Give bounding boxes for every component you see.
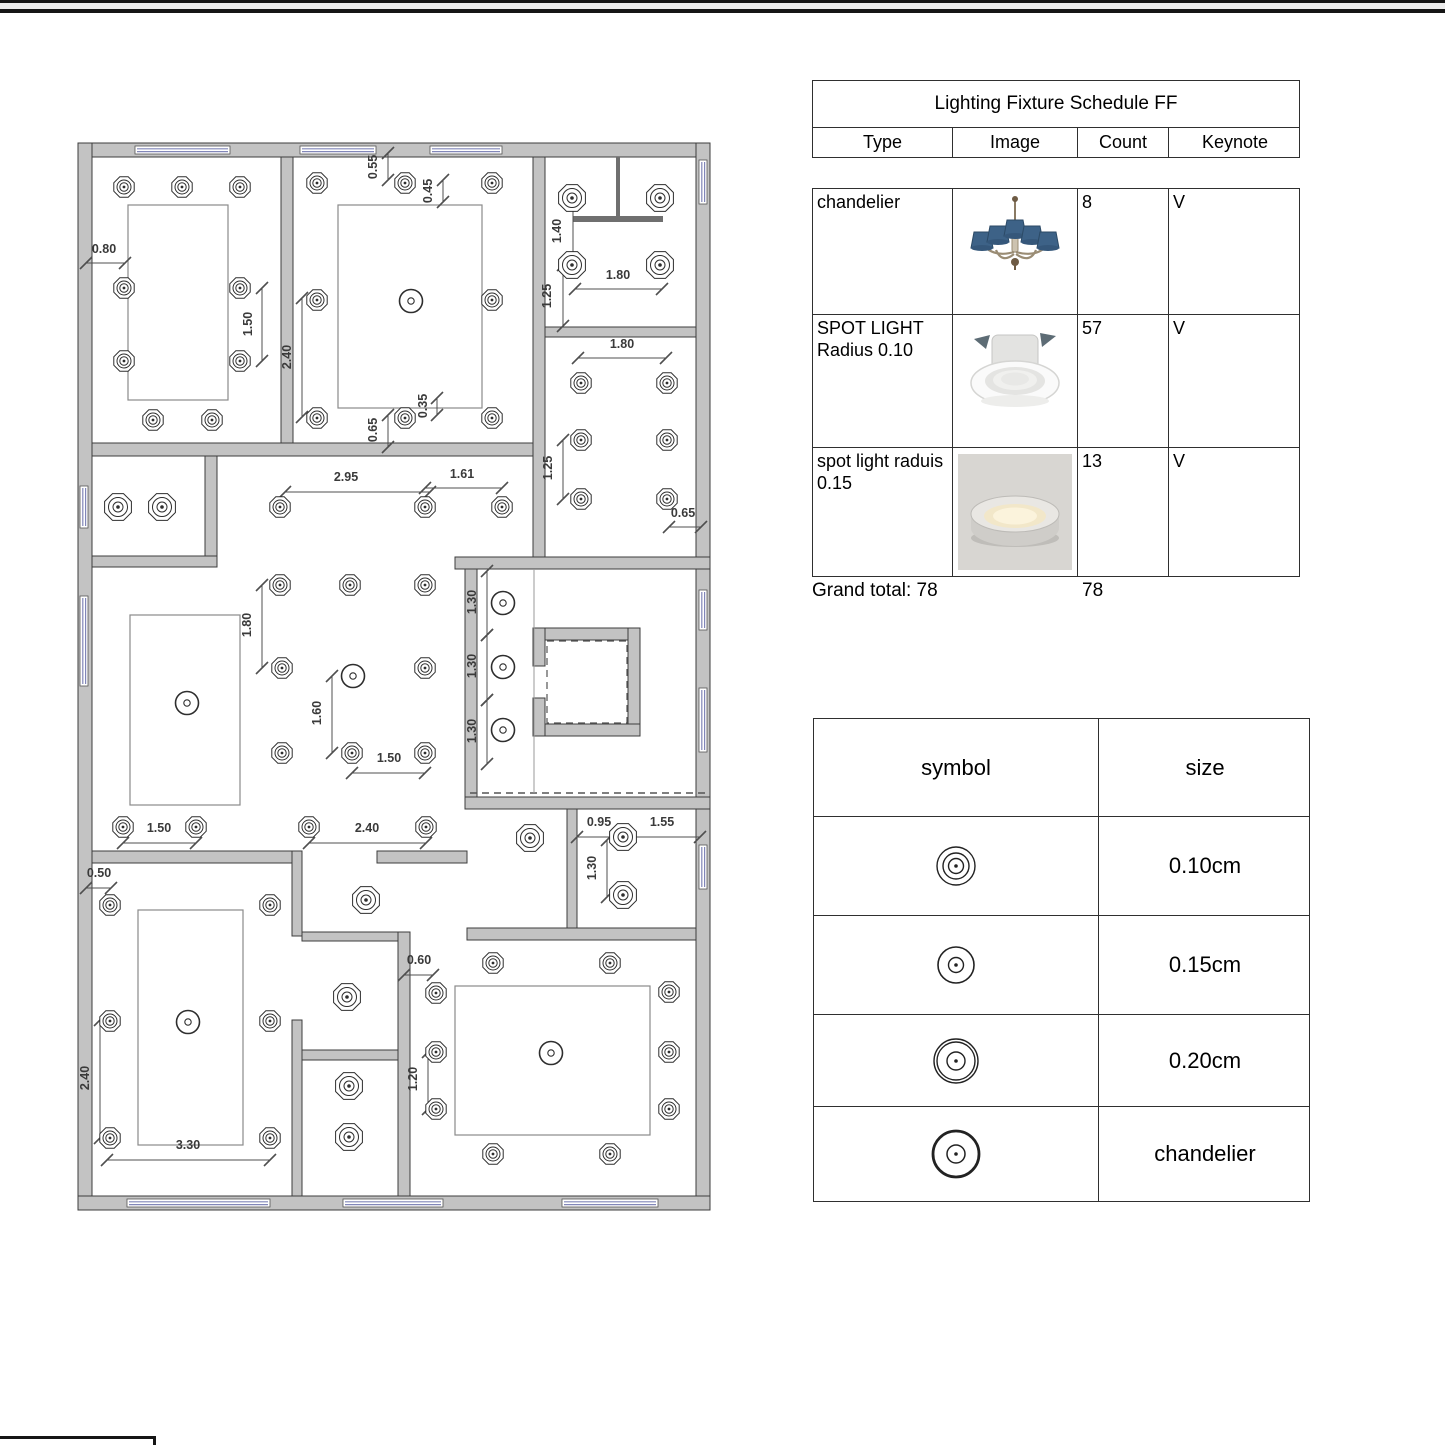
wall-segment — [455, 557, 710, 569]
dimension-label: 0.35 — [416, 393, 430, 419]
fixture-image-cell — [953, 448, 1078, 576]
spot-center-dot — [351, 752, 354, 755]
spot-light-0.10-symbol — [482, 290, 502, 310]
legend-row-2 — [814, 916, 1309, 1015]
window — [699, 590, 707, 630]
chandelier-symbol — [342, 665, 365, 688]
wall-segment — [467, 928, 696, 940]
sheet-frame-top-line — [0, 0, 1445, 3]
chandelier-symbol — [400, 290, 423, 313]
spot-center-dot — [308, 826, 311, 829]
spot-center-dot — [658, 263, 662, 267]
spot-light-0.10-symbol — [340, 575, 360, 595]
spot-center-dot — [580, 498, 583, 501]
spot-light-0.10-symbol — [113, 817, 133, 837]
spot-center-dot — [580, 439, 583, 442]
spot-light-0.10-symbol — [659, 1099, 679, 1119]
spot-light-0.10-symbol — [100, 1011, 120, 1031]
spot-center-dot — [122, 826, 125, 829]
dimension-label: 1.61 — [449, 467, 475, 481]
window — [343, 1199, 443, 1207]
spot-0.20-symbol — [926, 1031, 986, 1091]
wall-segment — [567, 809, 577, 930]
dimension-label: 1.50 — [376, 751, 402, 765]
spot-center-dot — [281, 667, 284, 670]
spot-light-0.10-symbol — [100, 1128, 120, 1148]
spot-light-0.15-symbol — [353, 887, 380, 914]
dimension — [101, 1138, 276, 1166]
dimension-label: 1.50 — [241, 311, 255, 337]
chandelier-symbol — [926, 1124, 986, 1184]
spot-light-0.15-symbol — [105, 494, 132, 521]
spot-light-0.10-symbol — [657, 373, 677, 393]
spot-center-dot — [211, 419, 214, 422]
spot-center-dot — [668, 1108, 671, 1111]
wall-segment — [628, 628, 640, 736]
spot-center-dot — [424, 506, 427, 509]
wall-segment — [205, 456, 217, 566]
wall-segment — [465, 797, 710, 809]
spot-light-0.15-symbol — [559, 185, 586, 212]
spot-light-0.10-symbol — [600, 953, 620, 973]
spot-center-dot — [123, 360, 126, 363]
chandelier-inner-circle — [408, 298, 414, 304]
spot-light-0.10-symbol — [114, 351, 134, 371]
wall-segment — [92, 443, 533, 456]
spot-center-dot — [123, 287, 126, 290]
legend-size-cell: 0.20cm — [1168, 1047, 1242, 1073]
spot-center-dot — [570, 263, 574, 267]
chandelier-inner-circle — [184, 700, 190, 706]
window — [562, 1199, 658, 1207]
spot-center-dot — [239, 186, 242, 189]
schedule-column-header-keynote: Keynote — [1201, 132, 1269, 152]
grand-total-count: 78 — [1082, 580, 1104, 601]
spot-light-0.15-symbol — [559, 252, 586, 279]
dimension — [416, 392, 443, 421]
legend-symbol-cell — [814, 916, 1099, 1014]
spot-0.15-symbol — [926, 935, 986, 995]
spot-light-0.10-symbol — [272, 658, 292, 678]
chandelier-symbol — [176, 692, 199, 715]
spot-light-0.10-symbol — [600, 1144, 620, 1164]
chandelier-symbol — [492, 592, 515, 615]
spot-center-dot — [195, 826, 198, 829]
spot-center-dot — [404, 182, 407, 185]
spot-center-dot — [269, 1137, 272, 1140]
spot-center-dot — [109, 1137, 112, 1140]
dimension-label: 1.20 — [406, 1066, 420, 1092]
dimension-label: 1.60 — [310, 700, 324, 726]
spot-light-0.10-symbol — [416, 817, 436, 837]
spot-light-0.10-symbol — [342, 743, 362, 763]
chandelier-symbol — [492, 719, 515, 742]
schedule-title: Lighting Fixture Schedule FF — [812, 80, 1300, 128]
schedule-grand-total — [812, 580, 1300, 602]
spot-center-dot — [424, 667, 427, 670]
spot-light-0.10-symbol — [415, 743, 435, 763]
spot-light-0.10-symbol — [657, 430, 677, 450]
spot-light-0.10-symbol — [426, 983, 446, 1003]
dimension — [279, 470, 436, 498]
spot-center-dot — [609, 962, 612, 965]
spot-center-dot — [491, 299, 494, 302]
dashed-shaft-outline — [547, 641, 627, 723]
fixture-image-cell — [953, 315, 1078, 447]
spot-center-dot — [491, 182, 494, 185]
dimension-label: 0.45 — [421, 178, 435, 204]
spot-light-0.15-symbol — [647, 252, 674, 279]
dimension — [585, 834, 613, 903]
spot-light-0.15-symbol — [334, 984, 361, 1011]
spot-light-0.10-symbol — [426, 1042, 446, 1062]
wall-segment — [302, 1050, 398, 1060]
walls-layer — [78, 143, 710, 1210]
spot-light-0.10-symbol — [230, 351, 250, 371]
spot-center-dot — [316, 417, 319, 420]
schedule-column-header-count: Count — [1078, 128, 1169, 157]
sheet-frame-top-line2 — [0, 9, 1445, 13]
fixture-type-cell: SPOT LIGHT Radius 0.10 — [813, 315, 953, 447]
dimension-label: 2.40 — [78, 1065, 92, 1091]
wall-segment — [533, 698, 545, 736]
window — [80, 596, 88, 686]
window — [80, 486, 88, 528]
spot-center-dot — [435, 992, 438, 995]
spot-light-0.10-symbol — [571, 430, 591, 450]
spot-center-dot — [658, 196, 662, 200]
spot-center-dot — [109, 1020, 112, 1023]
chandelier-inner-circle — [350, 673, 356, 679]
spot-light-0.10-symbol — [395, 408, 415, 428]
symbol-legend-table — [813, 718, 1310, 1202]
spot-light-0.10-symbol — [307, 290, 327, 310]
spot-light-0.10-symbol — [415, 497, 435, 517]
spot-center-dot — [347, 1084, 351, 1088]
wall-segment — [302, 932, 398, 941]
spot-light-0.10-symbol — [143, 410, 163, 430]
schedule-row-2 — [813, 315, 1299, 448]
spot-center-dot — [666, 498, 669, 501]
spot-light-0.10-symbol — [260, 1011, 280, 1031]
dimension-label: 1.30 — [465, 653, 479, 679]
chandelier-inner-circle — [500, 664, 506, 670]
dimension-label: 0.60 — [406, 953, 432, 967]
schedule-row-1 — [813, 189, 1299, 315]
dimension-label: 0.65 — [366, 417, 380, 443]
spot-light-0.10-symbol — [415, 575, 435, 595]
spot-light-0.10-symbol — [114, 177, 134, 197]
legend-row-4 — [814, 1107, 1309, 1201]
wall-segment — [696, 143, 710, 1210]
window — [699, 845, 707, 889]
spot-light-0.10-symbol — [272, 743, 292, 763]
spot-center-dot — [316, 299, 319, 302]
spot-light-0.10-symbol — [571, 489, 591, 509]
schedule-header-row — [812, 128, 1300, 158]
spot-center-dot — [435, 1051, 438, 1054]
wall-segment — [533, 724, 640, 736]
spot-light-0.10-symbol — [482, 408, 502, 428]
fixture-image-cell — [953, 189, 1078, 314]
spot-light-0.10-symbol — [482, 173, 502, 193]
wall-segment — [545, 327, 696, 337]
legend-header-row — [814, 719, 1309, 817]
spot-light-0.10-symbol — [483, 1144, 503, 1164]
chandelier-photo — [956, 192, 1074, 312]
title-block-corner-line-v — [153, 1436, 156, 1445]
spot-light-0.10-symbol — [260, 895, 280, 915]
fixture-type-cell: chandelier — [813, 189, 953, 314]
thin-partition — [573, 216, 663, 222]
schedule-column-header-image: Image — [953, 128, 1078, 157]
window — [430, 146, 502, 154]
spot-light-0.15-symbol — [336, 1124, 363, 1151]
recessed-spot-photo — [956, 321, 1074, 441]
spot-center-dot — [279, 584, 282, 587]
spot-light-0.10-symbol — [172, 177, 192, 197]
wall-segment — [533, 628, 545, 666]
dimension — [572, 337, 672, 364]
dimension-label: 1.30 — [465, 718, 479, 744]
dimension-label: 1.80 — [605, 268, 631, 282]
spot-light-0.10-symbol — [415, 658, 435, 678]
window — [699, 688, 707, 752]
wall-segment — [292, 851, 302, 936]
legend-symbol-cell — [814, 1107, 1099, 1201]
chandelier-inner-circle — [500, 600, 506, 606]
fixture-count-cell: 8 — [1078, 189, 1169, 314]
sheet-frame-band — [0, 3, 1445, 9]
title-block-corner-line — [0, 1436, 156, 1439]
lights-layer — [100, 173, 679, 1164]
fixture-keynote-cell: V — [1173, 318, 1186, 338]
spot-light-0.10-symbol — [426, 1099, 446, 1119]
dimension-label: 1.80 — [609, 337, 635, 351]
legend-header-size: size — [1185, 754, 1225, 780]
spot-center-dot — [269, 1020, 272, 1023]
dimension-label: 0.55 — [366, 154, 380, 180]
spot-center-dot — [281, 752, 284, 755]
spot-center-dot — [666, 439, 669, 442]
schedule-row-3 — [813, 448, 1299, 576]
spot-center-dot — [316, 182, 319, 185]
spot-center-dot — [345, 995, 349, 999]
legend-row-3 — [814, 1015, 1309, 1107]
fixture-keynote-cell: V — [1173, 192, 1186, 212]
spot-light-0.10-symbol — [659, 982, 679, 1002]
chandelier-symbol — [540, 1042, 563, 1065]
fixture-type-cell: spot light raduis 0.15 — [813, 448, 953, 576]
window — [127, 1199, 270, 1207]
wall-segment — [281, 157, 293, 443]
grand-total-label: Grand total: 78 — [812, 580, 938, 601]
schedule-column-header-type: Type — [813, 128, 953, 157]
spot-light-0.10-symbol — [230, 278, 250, 298]
spot-light-0.10-symbol — [483, 953, 503, 973]
spot-center-dot — [666, 382, 669, 385]
fixture-keynote-cell: V — [1173, 451, 1186, 471]
legend-size-cell: chandelier — [1154, 1141, 1256, 1166]
spot-light-0.10-symbol — [100, 895, 120, 915]
spot-center-dot — [424, 752, 427, 755]
dimension-label: 0.80 — [91, 242, 117, 256]
spot-light-0.15-symbol — [336, 1073, 363, 1100]
spot-light-0.10-symbol — [202, 410, 222, 430]
spot-center-dot — [609, 1153, 612, 1156]
dimension-label: 1.55 — [649, 815, 675, 829]
chandelier-symbol — [492, 656, 515, 679]
spot-center-dot — [425, 826, 428, 829]
spot-center-dot — [404, 417, 407, 420]
spot-light-0.15-symbol — [647, 185, 674, 212]
spot-center-dot — [123, 186, 126, 189]
spot-light-0.10-symbol — [270, 575, 290, 595]
legend-symbol-cell — [814, 817, 1099, 915]
dimension-label: 0.65 — [670, 506, 696, 520]
dimension-label: 0.95 — [586, 815, 612, 829]
dimension-label: 1.40 — [550, 218, 564, 244]
lighting-fixture-schedule — [812, 80, 1300, 601]
fixture-count-cell: 13 — [1078, 448, 1169, 576]
wall-segment — [92, 556, 217, 567]
chandelier-inner-circle — [185, 1019, 191, 1025]
dimension — [421, 174, 449, 208]
window — [699, 160, 707, 204]
spot-center-dot — [269, 904, 272, 907]
dimensions-layer — [78, 147, 707, 1166]
spot-center-dot — [181, 186, 184, 189]
spot-center-dot — [668, 991, 671, 994]
spot-center-dot — [621, 893, 625, 897]
spot-center-dot — [364, 898, 368, 902]
spot-center-dot — [349, 584, 352, 587]
spot-light-0.10-symbol — [395, 173, 415, 193]
wall-segment — [533, 157, 545, 558]
spot-light-0.10-symbol — [270, 497, 290, 517]
ceiling-recess — [128, 205, 228, 400]
window — [135, 146, 230, 154]
dimension — [310, 670, 338, 759]
spot-center-dot — [621, 835, 625, 839]
spot-center-dot — [239, 360, 242, 363]
spot-center-dot — [492, 1153, 495, 1156]
spot-center-dot — [435, 1108, 438, 1111]
dimension-label: 2.40 — [280, 344, 294, 370]
spot-light-0.15-symbol — [517, 825, 544, 852]
dimension-label: 3.30 — [175, 1138, 201, 1152]
spot-center-dot — [501, 506, 504, 509]
wall-segment — [377, 851, 467, 863]
spot-light-0.10-symbol — [307, 173, 327, 193]
surface-spot-photo — [956, 452, 1074, 572]
wall-segment — [533, 628, 640, 640]
dimension-label: 1.25 — [541, 455, 555, 481]
spot-center-dot — [570, 196, 574, 200]
spot-light-0.10-symbol — [659, 1042, 679, 1062]
spot-light-0.10-symbol — [114, 278, 134, 298]
spot-light-0.10-symbol — [492, 497, 512, 517]
spot-center-dot — [116, 505, 120, 509]
spot-light-0.10-symbol — [299, 817, 319, 837]
spot-light-0.10-symbol — [260, 1128, 280, 1148]
legend-symbol-cell — [814, 1015, 1099, 1106]
dimension-label: 1.30 — [465, 589, 479, 615]
dimension — [303, 821, 432, 849]
spot-center-dot — [528, 836, 532, 840]
dimension-label: 1.30 — [585, 855, 599, 881]
legend-size-cell: 0.15cm — [1168, 952, 1242, 977]
fixture-count-cell: 57 — [1078, 315, 1169, 447]
spot-light-0.10-symbol — [571, 373, 591, 393]
spot-0.10-symbol — [926, 836, 986, 896]
spot-light-0.10-symbol — [230, 177, 250, 197]
spot-center-dot — [279, 506, 282, 509]
spot-center-dot — [152, 419, 155, 422]
spot-center-dot — [424, 584, 427, 587]
spot-center-dot — [160, 505, 164, 509]
dimension-label: 1.25 — [540, 283, 554, 309]
dimension-label: 2.40 — [354, 821, 380, 835]
spot-center-dot — [239, 287, 242, 290]
chandelier-symbol — [177, 1011, 200, 1034]
schedule-body — [812, 188, 1300, 577]
legend-size-cell: 0.10cm — [1168, 853, 1242, 878]
spot-center-dot — [491, 417, 494, 420]
window — [300, 146, 376, 154]
chandelier-inner-circle — [548, 1050, 554, 1056]
spot-center-dot — [109, 904, 112, 907]
spot-center-dot — [580, 382, 583, 385]
legend-row-1 — [814, 817, 1309, 916]
wall-segment — [292, 1020, 302, 1196]
dimension-label: 1.50 — [146, 821, 172, 835]
legend-header-symbol: symbol — [814, 719, 1099, 816]
spot-light-0.15-symbol — [149, 494, 176, 521]
thin-partition — [616, 157, 620, 219]
windows-layer — [80, 146, 707, 1207]
dimension-label: 0.50 — [86, 866, 112, 880]
spot-light-0.10-symbol — [657, 489, 677, 509]
spot-center-dot — [668, 1051, 671, 1054]
chandelier-inner-circle — [500, 727, 506, 733]
dimension-label: 2.95 — [333, 470, 359, 484]
spot-center-dot — [492, 962, 495, 965]
spot-light-0.15-symbol — [610, 882, 637, 909]
dimension — [240, 579, 268, 674]
spot-light-0.10-symbol — [307, 408, 327, 428]
spot-light-0.10-symbol — [186, 817, 206, 837]
wall-segment — [92, 851, 302, 863]
dimension-label: 1.80 — [240, 612, 254, 638]
spot-center-dot — [347, 1135, 351, 1139]
spot-light-0.15-symbol — [610, 824, 637, 851]
